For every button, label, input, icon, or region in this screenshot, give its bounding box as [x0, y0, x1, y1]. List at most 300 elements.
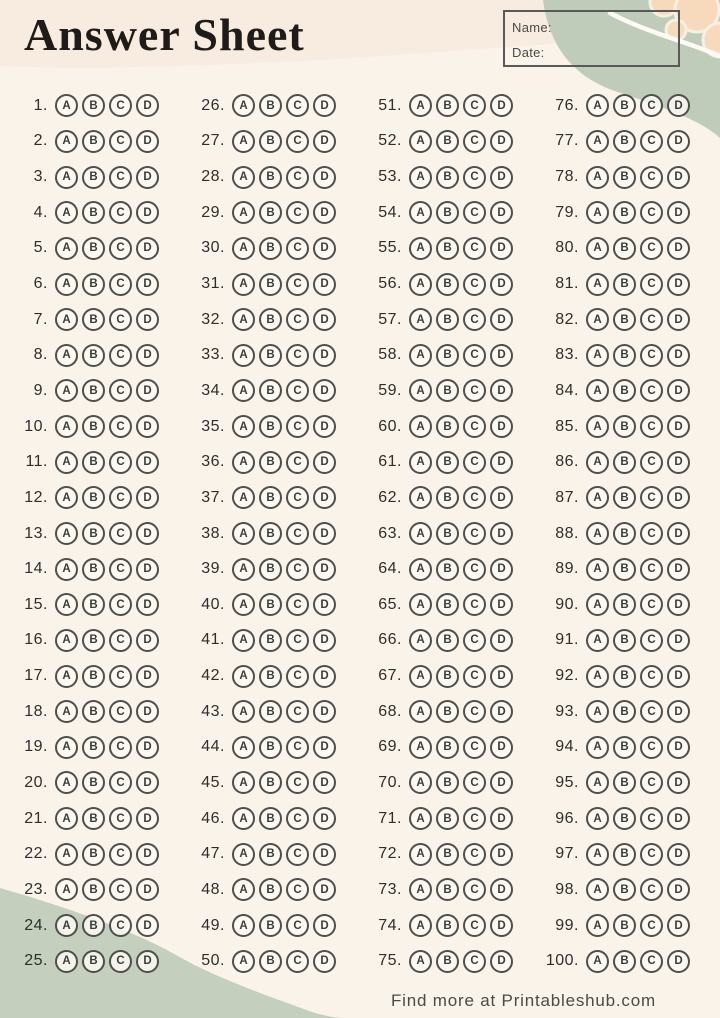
bubble-a[interactable]: A — [409, 308, 432, 331]
bubble-c[interactable]: C — [109, 629, 132, 652]
bubble-c[interactable]: C — [109, 950, 132, 973]
bubble-c[interactable]: C — [640, 130, 663, 153]
bubble-a[interactable]: A — [55, 593, 78, 616]
bubble-d[interactable]: D — [136, 629, 159, 652]
bubble-d[interactable]: D — [136, 558, 159, 581]
bubble-a[interactable]: A — [55, 379, 78, 402]
bubble-b[interactable]: B — [82, 914, 105, 937]
bubble-c[interactable]: C — [286, 522, 309, 545]
date-input-area[interactable] — [545, 40, 672, 65]
bubble-b[interactable]: B — [259, 629, 282, 652]
bubble-d[interactable]: D — [136, 700, 159, 723]
bubble-b[interactable]: B — [613, 950, 636, 973]
bubble-d[interactable]: D — [490, 878, 513, 901]
bubble-c[interactable]: C — [463, 522, 486, 545]
bubble-c[interactable]: C — [109, 415, 132, 438]
bubble-a[interactable]: A — [232, 94, 255, 117]
bubble-d[interactable]: D — [667, 878, 690, 901]
bubble-a[interactable]: A — [55, 94, 78, 117]
bubble-a[interactable]: A — [586, 166, 609, 189]
bubble-d[interactable]: D — [136, 522, 159, 545]
bubble-c[interactable]: C — [640, 558, 663, 581]
bubble-b[interactable]: B — [259, 878, 282, 901]
bubble-a[interactable]: A — [55, 486, 78, 509]
bubble-a[interactable]: A — [586, 843, 609, 866]
bubble-d[interactable]: D — [313, 201, 336, 224]
bubble-a[interactable]: A — [409, 771, 432, 794]
bubble-c[interactable]: C — [640, 201, 663, 224]
bubble-b[interactable]: B — [259, 665, 282, 688]
bubble-d[interactable]: D — [136, 273, 159, 296]
bubble-c[interactable]: C — [463, 237, 486, 260]
bubble-c[interactable]: C — [286, 94, 309, 117]
bubble-b[interactable]: B — [259, 237, 282, 260]
bubble-b[interactable]: B — [613, 237, 636, 260]
bubble-b[interactable]: B — [613, 308, 636, 331]
bubble-b[interactable]: B — [436, 593, 459, 616]
bubble-a[interactable]: A — [409, 843, 432, 866]
bubble-c[interactable]: C — [286, 665, 309, 688]
bubble-b[interactable]: B — [82, 593, 105, 616]
bubble-b[interactable]: B — [82, 166, 105, 189]
bubble-a[interactable]: A — [232, 629, 255, 652]
bubble-d[interactable]: D — [313, 94, 336, 117]
bubble-d[interactable]: D — [490, 379, 513, 402]
bubble-b[interactable]: B — [82, 843, 105, 866]
bubble-a[interactable]: A — [232, 700, 255, 723]
bubble-c[interactable]: C — [286, 700, 309, 723]
bubble-b[interactable]: B — [613, 379, 636, 402]
bubble-b[interactable]: B — [436, 878, 459, 901]
bubble-d[interactable]: D — [313, 878, 336, 901]
bubble-a[interactable]: A — [55, 308, 78, 331]
bubble-b[interactable]: B — [259, 415, 282, 438]
bubble-d[interactable]: D — [313, 130, 336, 153]
bubble-c[interactable]: C — [109, 273, 132, 296]
bubble-d[interactable]: D — [313, 914, 336, 937]
bubble-b[interactable]: B — [613, 558, 636, 581]
bubble-c[interactable]: C — [109, 665, 132, 688]
bubble-c[interactable]: C — [286, 415, 309, 438]
bubble-d[interactable]: D — [313, 237, 336, 260]
bubble-d[interactable]: D — [136, 308, 159, 331]
bubble-d[interactable]: D — [490, 522, 513, 545]
bubble-d[interactable]: D — [667, 379, 690, 402]
bubble-a[interactable]: A — [232, 308, 255, 331]
bubble-a[interactable]: A — [232, 950, 255, 973]
bubble-b[interactable]: B — [82, 94, 105, 117]
bubble-a[interactable]: A — [409, 415, 432, 438]
bubble-c[interactable]: C — [286, 451, 309, 474]
bubble-d[interactable]: D — [490, 558, 513, 581]
bubble-a[interactable]: A — [55, 451, 78, 474]
bubble-a[interactable]: A — [232, 344, 255, 367]
bubble-c[interactable]: C — [640, 308, 663, 331]
bubble-a[interactable]: A — [409, 486, 432, 509]
bubble-b[interactable]: B — [259, 201, 282, 224]
bubble-c[interactable]: C — [463, 379, 486, 402]
bubble-d[interactable]: D — [313, 593, 336, 616]
bubble-b[interactable]: B — [613, 665, 636, 688]
bubble-b[interactable]: B — [436, 201, 459, 224]
bubble-b[interactable]: B — [259, 771, 282, 794]
bubble-d[interactable]: D — [667, 700, 690, 723]
bubble-d[interactable]: D — [136, 166, 159, 189]
bubble-c[interactable]: C — [109, 736, 132, 759]
bubble-c[interactable]: C — [463, 130, 486, 153]
bubble-d[interactable]: D — [490, 807, 513, 830]
bubble-a[interactable]: A — [232, 166, 255, 189]
bubble-b[interactable]: B — [436, 273, 459, 296]
bubble-a[interactable]: A — [409, 629, 432, 652]
bubble-d[interactable]: D — [136, 130, 159, 153]
bubble-b[interactable]: B — [613, 878, 636, 901]
bubble-a[interactable]: A — [409, 878, 432, 901]
bubble-d[interactable]: D — [490, 237, 513, 260]
bubble-a[interactable]: A — [409, 237, 432, 260]
bubble-c[interactable]: C — [463, 878, 486, 901]
bubble-a[interactable]: A — [409, 665, 432, 688]
bubble-b[interactable]: B — [82, 700, 105, 723]
bubble-a[interactable]: A — [586, 273, 609, 296]
bubble-a[interactable]: A — [586, 94, 609, 117]
bubble-c[interactable]: C — [463, 950, 486, 973]
bubble-c[interactable]: C — [640, 629, 663, 652]
bubble-c[interactable]: C — [640, 451, 663, 474]
bubble-c[interactable]: C — [640, 415, 663, 438]
bubble-b[interactable]: B — [436, 94, 459, 117]
bubble-b[interactable]: B — [436, 629, 459, 652]
bubble-c[interactable]: C — [463, 736, 486, 759]
bubble-d[interactable]: D — [490, 843, 513, 866]
bubble-b[interactable]: B — [436, 807, 459, 830]
bubble-b[interactable]: B — [82, 950, 105, 973]
bubble-d[interactable]: D — [667, 237, 690, 260]
bubble-d[interactable]: D — [136, 344, 159, 367]
bubble-b[interactable]: B — [259, 558, 282, 581]
bubble-d[interactable]: D — [313, 771, 336, 794]
bubble-b[interactable]: B — [613, 771, 636, 794]
bubble-b[interactable]: B — [436, 379, 459, 402]
bubble-b[interactable]: B — [82, 736, 105, 759]
bubble-c[interactable]: C — [109, 914, 132, 937]
bubble-c[interactable]: C — [640, 379, 663, 402]
bubble-d[interactable]: D — [490, 950, 513, 973]
bubble-b[interactable]: B — [613, 807, 636, 830]
bubble-a[interactable]: A — [232, 201, 255, 224]
bubble-c[interactable]: C — [463, 665, 486, 688]
bubble-b[interactable]: B — [259, 807, 282, 830]
bubble-c[interactable]: C — [640, 94, 663, 117]
bubble-d[interactable]: D — [136, 771, 159, 794]
bubble-c[interactable]: C — [463, 201, 486, 224]
bubble-b[interactable]: B — [436, 166, 459, 189]
bubble-c[interactable]: C — [286, 914, 309, 937]
name-input-area[interactable] — [552, 15, 672, 40]
bubble-a[interactable]: A — [586, 593, 609, 616]
bubble-c[interactable]: C — [463, 593, 486, 616]
bubble-d[interactable]: D — [667, 522, 690, 545]
bubble-b[interactable]: B — [259, 522, 282, 545]
bubble-d[interactable]: D — [136, 843, 159, 866]
bubble-b[interactable]: B — [613, 415, 636, 438]
bubble-a[interactable]: A — [55, 166, 78, 189]
bubble-a[interactable]: A — [55, 130, 78, 153]
bubble-a[interactable]: A — [55, 878, 78, 901]
bubble-d[interactable]: D — [313, 950, 336, 973]
bubble-a[interactable]: A — [586, 522, 609, 545]
bubble-c[interactable]: C — [109, 807, 132, 830]
bubble-a[interactable]: A — [586, 807, 609, 830]
bubble-a[interactable]: A — [55, 843, 78, 866]
bubble-a[interactable]: A — [232, 665, 255, 688]
bubble-d[interactable]: D — [136, 665, 159, 688]
bubble-a[interactable]: A — [409, 201, 432, 224]
bubble-c[interactable]: C — [640, 486, 663, 509]
bubble-d[interactable]: D — [313, 843, 336, 866]
bubble-d[interactable]: D — [490, 486, 513, 509]
bubble-c[interactable]: C — [463, 771, 486, 794]
bubble-d[interactable]: D — [136, 379, 159, 402]
bubble-a[interactable]: A — [586, 451, 609, 474]
bubble-c[interactable]: C — [286, 486, 309, 509]
bubble-a[interactable]: A — [409, 914, 432, 937]
bubble-b[interactable]: B — [436, 415, 459, 438]
bubble-d[interactable]: D — [490, 451, 513, 474]
bubble-b[interactable]: B — [82, 878, 105, 901]
bubble-c[interactable]: C — [640, 807, 663, 830]
bubble-a[interactable]: A — [586, 201, 609, 224]
bubble-c[interactable]: C — [640, 166, 663, 189]
bubble-d[interactable]: D — [667, 94, 690, 117]
bubble-c[interactable]: C — [109, 130, 132, 153]
bubble-a[interactable]: A — [55, 807, 78, 830]
bubble-c[interactable]: C — [463, 273, 486, 296]
bubble-c[interactable]: C — [640, 665, 663, 688]
bubble-b[interactable]: B — [259, 736, 282, 759]
bubble-a[interactable]: A — [409, 344, 432, 367]
bubble-c[interactable]: C — [640, 344, 663, 367]
bubble-c[interactable]: C — [286, 807, 309, 830]
bubble-a[interactable]: A — [586, 344, 609, 367]
bubble-b[interactable]: B — [436, 843, 459, 866]
bubble-b[interactable]: B — [613, 94, 636, 117]
bubble-b[interactable]: B — [259, 451, 282, 474]
bubble-b[interactable]: B — [82, 201, 105, 224]
bubble-d[interactable]: D — [136, 451, 159, 474]
bubble-b[interactable]: B — [436, 558, 459, 581]
bubble-c[interactable]: C — [640, 771, 663, 794]
bubble-d[interactable]: D — [667, 344, 690, 367]
bubble-b[interactable]: B — [436, 486, 459, 509]
bubble-d[interactable]: D — [313, 700, 336, 723]
bubble-c[interactable]: C — [286, 629, 309, 652]
bubble-c[interactable]: C — [463, 807, 486, 830]
bubble-b[interactable]: B — [259, 950, 282, 973]
bubble-a[interactable]: A — [55, 914, 78, 937]
bubble-a[interactable]: A — [232, 451, 255, 474]
bubble-b[interactable]: B — [436, 736, 459, 759]
bubble-c[interactable]: C — [640, 878, 663, 901]
bubble-b[interactable]: B — [82, 415, 105, 438]
bubble-d[interactable]: D — [667, 130, 690, 153]
bubble-a[interactable]: A — [55, 522, 78, 545]
bubble-b[interactable]: B — [436, 914, 459, 937]
bubble-c[interactable]: C — [286, 950, 309, 973]
bubble-c[interactable]: C — [109, 593, 132, 616]
bubble-a[interactable]: A — [55, 629, 78, 652]
bubble-d[interactable]: D — [490, 629, 513, 652]
bubble-a[interactable]: A — [232, 878, 255, 901]
bubble-d[interactable]: D — [490, 166, 513, 189]
bubble-d[interactable]: D — [313, 807, 336, 830]
bubble-d[interactable]: D — [490, 94, 513, 117]
bubble-a[interactable]: A — [55, 237, 78, 260]
bubble-a[interactable]: A — [586, 237, 609, 260]
bubble-c[interactable]: C — [286, 273, 309, 296]
bubble-c[interactable]: C — [640, 914, 663, 937]
bubble-b[interactable]: B — [436, 950, 459, 973]
bubble-a[interactable]: A — [232, 807, 255, 830]
bubble-c[interactable]: C — [109, 878, 132, 901]
bubble-d[interactable]: D — [490, 914, 513, 937]
bubble-a[interactable]: A — [409, 807, 432, 830]
bubble-a[interactable]: A — [409, 130, 432, 153]
bubble-c[interactable]: C — [286, 237, 309, 260]
bubble-c[interactable]: C — [463, 486, 486, 509]
bubble-a[interactable]: A — [55, 665, 78, 688]
bubble-c[interactable]: C — [109, 451, 132, 474]
bubble-d[interactable]: D — [667, 914, 690, 937]
bubble-d[interactable]: D — [313, 486, 336, 509]
bubble-a[interactable]: A — [409, 379, 432, 402]
bubble-a[interactable]: A — [586, 558, 609, 581]
bubble-b[interactable]: B — [259, 379, 282, 402]
bubble-a[interactable]: A — [409, 166, 432, 189]
bubble-b[interactable]: B — [259, 308, 282, 331]
bubble-a[interactable]: A — [55, 771, 78, 794]
bubble-a[interactable]: A — [586, 914, 609, 937]
bubble-c[interactable]: C — [640, 700, 663, 723]
bubble-d[interactable]: D — [490, 771, 513, 794]
bubble-c[interactable]: C — [286, 308, 309, 331]
bubble-b[interactable]: B — [82, 522, 105, 545]
bubble-b[interactable]: B — [436, 451, 459, 474]
bubble-c[interactable]: C — [109, 379, 132, 402]
bubble-c[interactable]: C — [463, 700, 486, 723]
bubble-b[interactable]: B — [259, 843, 282, 866]
bubble-d[interactable]: D — [136, 736, 159, 759]
bubble-d[interactable]: D — [667, 486, 690, 509]
bubble-d[interactable]: D — [313, 308, 336, 331]
bubble-a[interactable]: A — [586, 665, 609, 688]
bubble-d[interactable]: D — [667, 771, 690, 794]
bubble-c[interactable]: C — [109, 237, 132, 260]
bubble-a[interactable]: A — [232, 237, 255, 260]
bubble-b[interactable]: B — [259, 486, 282, 509]
bubble-a[interactable]: A — [232, 558, 255, 581]
bubble-d[interactable]: D — [313, 629, 336, 652]
bubble-a[interactable]: A — [55, 700, 78, 723]
bubble-a[interactable]: A — [586, 736, 609, 759]
bubble-c[interactable]: C — [463, 308, 486, 331]
bubble-b[interactable]: B — [613, 843, 636, 866]
bubble-a[interactable]: A — [232, 843, 255, 866]
bubble-c[interactable]: C — [286, 771, 309, 794]
bubble-c[interactable]: C — [463, 94, 486, 117]
bubble-d[interactable]: D — [313, 451, 336, 474]
bubble-c[interactable]: C — [109, 344, 132, 367]
bubble-d[interactable]: D — [136, 878, 159, 901]
bubble-b[interactable]: B — [613, 700, 636, 723]
bubble-c[interactable]: C — [286, 344, 309, 367]
bubble-c[interactable]: C — [286, 593, 309, 616]
bubble-d[interactable]: D — [136, 415, 159, 438]
bubble-d[interactable]: D — [313, 665, 336, 688]
bubble-a[interactable]: A — [232, 522, 255, 545]
bubble-b[interactable]: B — [613, 130, 636, 153]
bubble-b[interactable]: B — [259, 700, 282, 723]
bubble-b[interactable]: B — [82, 308, 105, 331]
bubble-a[interactable]: A — [232, 771, 255, 794]
bubble-b[interactable]: B — [82, 629, 105, 652]
bubble-b[interactable]: B — [613, 486, 636, 509]
bubble-b[interactable]: B — [82, 771, 105, 794]
bubble-d[interactable]: D — [136, 807, 159, 830]
bubble-d[interactable]: D — [490, 201, 513, 224]
bubble-c[interactable]: C — [640, 736, 663, 759]
bubble-d[interactable]: D — [667, 558, 690, 581]
bubble-b[interactable]: B — [436, 344, 459, 367]
bubble-c[interactable]: C — [109, 522, 132, 545]
bubble-d[interactable]: D — [136, 237, 159, 260]
bubble-a[interactable]: A — [232, 593, 255, 616]
bubble-c[interactable]: C — [640, 950, 663, 973]
bubble-d[interactable]: D — [136, 94, 159, 117]
bubble-d[interactable]: D — [313, 736, 336, 759]
bubble-b[interactable]: B — [613, 914, 636, 937]
bubble-c[interactable]: C — [640, 593, 663, 616]
bubble-b[interactable]: B — [82, 451, 105, 474]
bubble-b[interactable]: B — [613, 273, 636, 296]
bubble-a[interactable]: A — [409, 451, 432, 474]
bubble-b[interactable]: B — [82, 558, 105, 581]
bubble-d[interactable]: D — [667, 629, 690, 652]
bubble-d[interactable]: D — [667, 950, 690, 973]
bubble-a[interactable]: A — [232, 486, 255, 509]
bubble-c[interactable]: C — [286, 379, 309, 402]
bubble-a[interactable]: A — [586, 308, 609, 331]
bubble-c[interactable]: C — [109, 486, 132, 509]
bubble-b[interactable]: B — [259, 166, 282, 189]
bubble-d[interactable]: D — [490, 308, 513, 331]
bubble-d[interactable]: D — [490, 415, 513, 438]
bubble-d[interactable]: D — [313, 558, 336, 581]
bubble-c[interactable]: C — [463, 914, 486, 937]
bubble-b[interactable]: B — [436, 237, 459, 260]
bubble-c[interactable]: C — [286, 878, 309, 901]
bubble-d[interactable]: D — [667, 201, 690, 224]
bubble-c[interactable]: C — [109, 558, 132, 581]
bubble-a[interactable]: A — [55, 415, 78, 438]
bubble-b[interactable]: B — [613, 736, 636, 759]
bubble-b[interactable]: B — [82, 273, 105, 296]
bubble-c[interactable]: C — [640, 522, 663, 545]
bubble-a[interactable]: A — [586, 629, 609, 652]
bubble-b[interactable]: B — [436, 665, 459, 688]
bubble-d[interactable]: D — [313, 344, 336, 367]
bubble-d[interactable]: D — [490, 700, 513, 723]
